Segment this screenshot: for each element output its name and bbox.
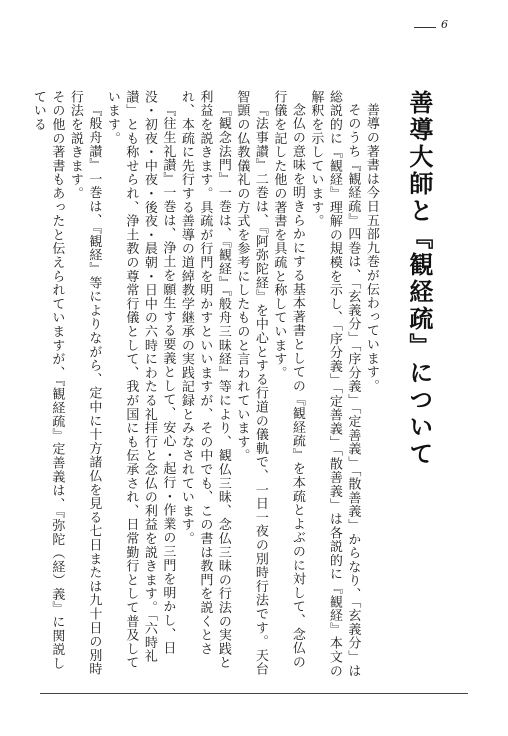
- paragraph: 『観念法門』一巻は、『観経』『般舟三昧経』等により、観仏三昧、念仏三昧の行法の実践と利益を説きます。具疏が行門を明かすといいますが、その中でも、この書は教門を説くとされ、本疏に先行する善導の道綽教学継承の実践記録とみなされています。: [178, 90, 231, 670]
- header-rule: [414, 27, 436, 28]
- paragraph: 『法事讃』二巻は、『阿弥陀経』を中心とする行道の儀軌で、一日一夜の別時行法です。天台智顗の仏教儀礼の方式を参考にしたものと言われています。: [234, 90, 268, 677]
- footer-rule: [40, 693, 468, 694]
- paragraph: 念仏の意味を明きらかにする基本著書としての『観経疏』を本疏とよぶのに対して、念仏の行儀を記した他の著書を具疏と称しています。: [271, 90, 305, 669]
- paragraph: 『般舟讃』一巻は、『観経』等によりながら、定中に十方諸仏を見る七日または九十日の別時行法を説きます。: [67, 90, 102, 677]
- paragraph: その他の著書もあったと伝えられていますが、『観経疏』定善義は、『弥陀（経）義』に関説している: [30, 90, 65, 671]
- paragraph: そのうち『観経疏』四巻は、「玄義分」「序分義」「定善義」「散善義」からなり、「玄義分」は総説的に『観経』理解の規模を示し、「序分義」「定善義」「散善義」は各説的に『観経』本文の解釈を示しています。: [308, 90, 361, 678]
- page-number: 6: [441, 18, 448, 31]
- paragraph: 『往生礼讃』一巻は、浄土を願生する要義として、安心・起行・作業の三門を明かし、日没・初夜・中夜・後夜・晨朝・日中の六時にわたる礼拝行と念仏の利益を説きます。「六時礼讃」とも称せられ、浄土教の尊常行儀として、我が国にも伝承され、日常勤行として普及しています。: [104, 90, 176, 670]
- vertical-text-body: [30, 90, 450, 680]
- paragraph: 善導の著書は今日五部九巻が伝わっています。: [363, 103, 379, 393]
- section-title: 善導大師と『観経疏』について: [404, 90, 434, 468]
